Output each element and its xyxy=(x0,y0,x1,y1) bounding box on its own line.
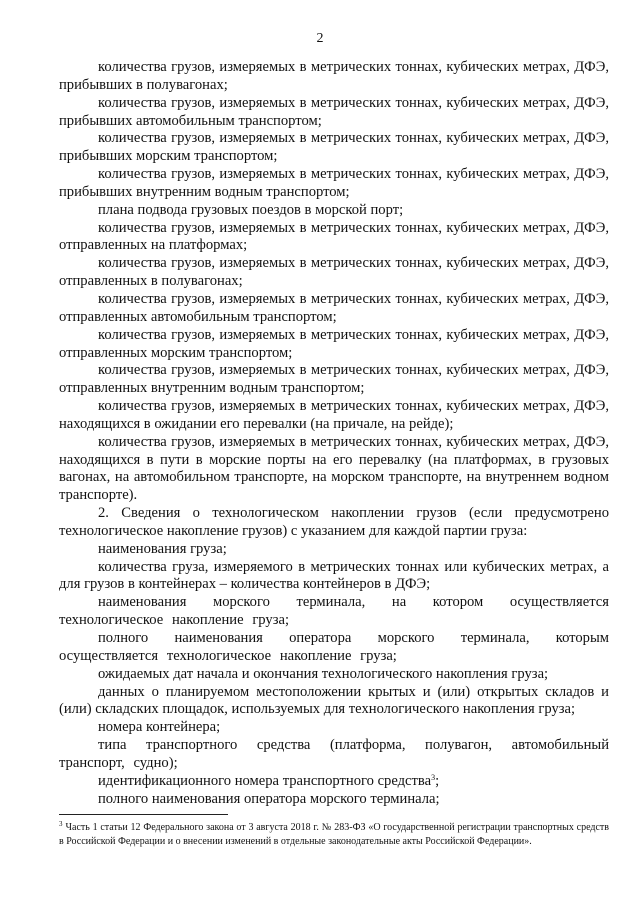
paragraph xyxy=(59,327,609,363)
footnote-mark: 3 xyxy=(59,820,63,828)
paragraph-text: количества грузов, измеряемых в метрических тоннах, кубических метрах, ДФЭ, прибывших автомобильным транспортом; xyxy=(59,94,609,129)
paragraph xyxy=(59,541,609,559)
paragraph xyxy=(59,59,609,95)
paragraph xyxy=(59,362,609,398)
paragraph xyxy=(59,594,609,630)
paragraph-text: номера контейнера; xyxy=(98,719,221,736)
paragraph xyxy=(59,220,609,256)
paragraph xyxy=(59,791,609,809)
paragraph xyxy=(59,202,609,220)
paragraph xyxy=(59,434,609,505)
paragraph-text: наименования груза; xyxy=(98,540,227,557)
paragraph xyxy=(59,684,609,720)
paragraph xyxy=(59,737,609,773)
paragraph xyxy=(59,398,609,434)
footnote xyxy=(59,818,609,848)
paragraph-text: количества груза, измеряемого в метрических тоннах или кубических метрах, а для грузов в контейнерах – количества контейнеров в ДФЭ; xyxy=(59,558,609,593)
paragraph-text: количества грузов, измеряемых в метрических тоннах, кубических метрах, ДФЭ, находящихся в ожидании его перевалки (на причале, на рейде); xyxy=(59,398,609,432)
paragraph-text: типа транспортного средства (платформа, полувагон, автомобильный транспорт, судно); xyxy=(59,737,609,771)
paragraph-text: количества грузов, измеряемых в метрических тоннах, кубических метрах, ДФЭ, прибывших в полувагонах; xyxy=(59,59,609,93)
paragraph xyxy=(59,719,609,737)
paragraph-text: идентификационного номера транспортного средства xyxy=(98,772,432,789)
paragraph-text: ожидаемых дат начала и окончания технологического накопления груза; xyxy=(98,665,549,682)
page-number: 2 xyxy=(316,31,324,46)
footnote-divider xyxy=(59,814,228,815)
paragraph-text: данных о планируемом местоположении крытых и (или) открытых складов и (или) складских площадок, используемых для технологического накопления груза; xyxy=(59,683,609,718)
paragraph xyxy=(59,166,609,202)
document-body xyxy=(59,59,609,808)
paragraph xyxy=(59,773,609,791)
paragraph xyxy=(59,559,609,595)
paragraph-text: полного наименования оператора морского терминала; xyxy=(98,790,440,807)
paragraph-text: количества грузов, измеряемых в метрических тоннах, кубических метрах, ДФЭ, отправленных в полувагонах; xyxy=(59,255,609,290)
paragraph-text: количества грузов, измеряемых в метрических тоннах, кубических метрах, ДФЭ, отправленных на платформах; xyxy=(59,219,609,254)
paragraph xyxy=(59,666,609,684)
paragraph-text: количества грузов, измеряемых в метрических тоннах, кубических метрах, ДФЭ, отправленных морским транспортом; xyxy=(59,326,609,361)
paragraph-text: количества грузов, измеряемых в метрических тоннах, кубических метрах, ДФЭ, находящихся в пути в морские порты на его перевалку (на платформах, в грузовых вагонах, на автомобильном транспорте, на морском транспорте, на внутреннем водном транспорте). xyxy=(59,433,609,504)
footnote-text: Часть 1 статьи 12 Федерального закона от 3 августа 2018 г. № 283-ФЗ «О государственной регистрации транспортных средств в Российской Федерации и о внесении изменений в отдельные законодательные акты Российской Федерации». xyxy=(59,822,609,847)
paragraph xyxy=(59,505,609,541)
paragraph-tail: ; xyxy=(435,772,440,789)
paragraph-text: плана подвода грузовых поездов в морской порт; xyxy=(98,201,404,218)
paragraph-text: количества грузов, измеряемых в метрических тоннах, кубических метрах, ДФЭ, прибывших внутренним водным транспортом; xyxy=(59,166,609,200)
paragraph xyxy=(59,130,609,166)
paragraph-text: наименования морского терминала, на котором осуществляется технологическое накопление груза; xyxy=(59,594,609,629)
paragraph-text: количества грузов, измеряемых в метрических тоннах, кубических метрах, ДФЭ, прибывших морским транспортом; xyxy=(59,130,609,165)
paragraph-text: полного наименования оператора морского терминала, которым осуществляется технологическое накопление груза; xyxy=(59,630,609,664)
paragraph xyxy=(59,291,609,327)
paragraph-text: 2. Сведения о технологическом накоплении грузов (если предусмотрено технологическое накопление грузов) с указанием для каждой партии груза: xyxy=(59,505,609,539)
paragraph xyxy=(59,255,609,291)
paragraph xyxy=(59,95,609,131)
paragraph-text: количества грузов, измеряемых в метрических тоннах, кубических метрах, ДФЭ, отправленных автомобильным транспортом; xyxy=(59,290,609,325)
paragraph xyxy=(59,630,609,666)
paragraph-text: количества грузов, измеряемых в метрических тоннах, кубических метрах, ДФЭ, отправленных внутренним водным транспортом; xyxy=(59,362,609,397)
footnote-reference: 3 xyxy=(431,772,436,782)
